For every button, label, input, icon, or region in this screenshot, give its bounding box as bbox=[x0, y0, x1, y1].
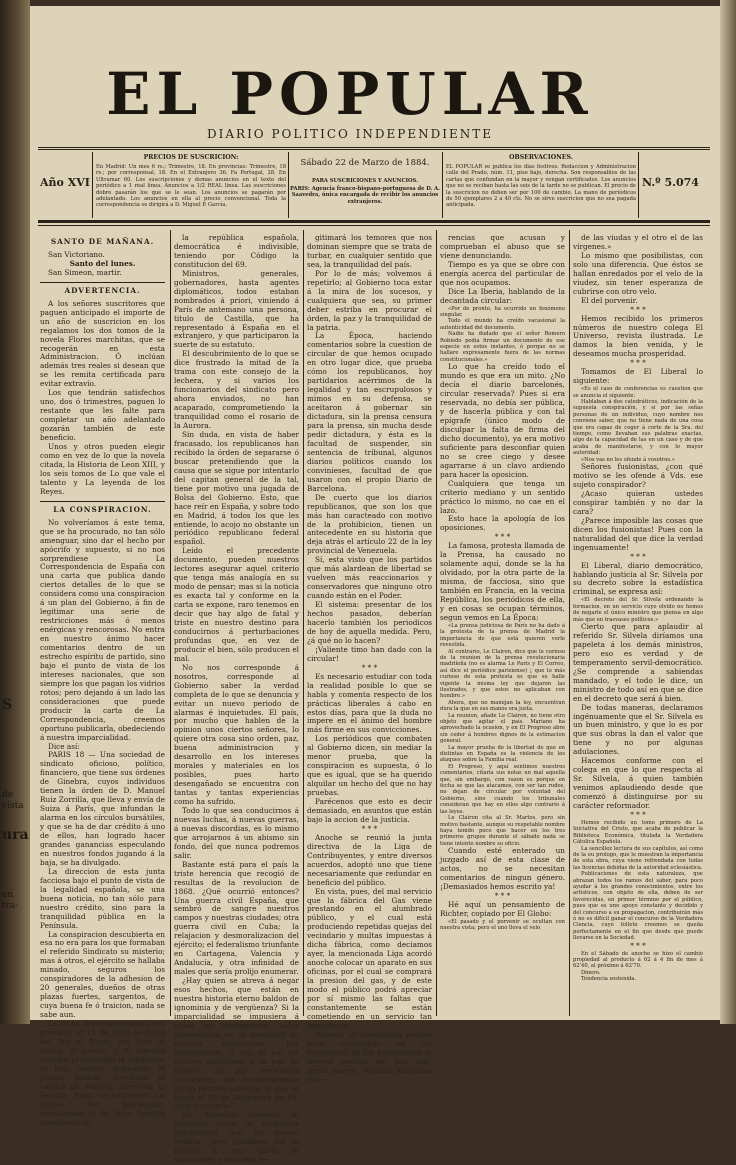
quote-paragraph: La mayor prueba de la libertad de que en distintas en España es la violencia de los ataques sobre la Familia real. bbox=[440, 744, 565, 764]
agency-title: PARA SUSCRICIONES Y ANUNCIOS. bbox=[312, 178, 418, 184]
paragraph: La direccion de esta junta facciosa bajo el punto de vista de la legalidad española, se una buena noticia, no tan sólo para nuestro crédito, sino para la tranquilidad pública en la Península. bbox=[40, 866, 165, 930]
conspiracion-heading: LA CONSPIRACION. bbox=[53, 504, 152, 514]
paragraph: Anoche se reunió la junta directiva de la Liga de Contribuyentes, y entre diversos acuerdos, adoptó uno que tiene necesariamente que redundar en beneficio del público. bbox=[307, 832, 432, 887]
header-divider bbox=[92, 152, 93, 218]
separator-asterisks: * * * bbox=[361, 662, 378, 672]
paragraph: Por lo de más; volvemos á repetirlo; al Gobierno toca estar á la mira de los sucesos, y cualquiera que sea, su primer deber estriba en procurar el órden, la paz y la tranquilidad de la patria. bbox=[307, 268, 432, 332]
newspaper-page bbox=[30, 6, 720, 1165]
paragraph: ¿Acaso quieran ustedes conspirar también y no dar la cara? bbox=[573, 488, 703, 516]
column-2 bbox=[174, 233, 299, 1165]
paragraph: Además se nombrarán peritos para comprobar en los contadores de los particulares la diversa presion del gas, que, según parece, resultan marcadas dife- bbox=[307, 1029, 432, 1084]
paragraph: La fecha del levantamiento era próxima; el 15 de Abril se dicho del Sur al Norte, del Este al Oeste, el pueblo y el ejército habrían proclamado la república; el Rey, hombre prisionero el propio palacio, acechado el capital de Madrid, libertada la Familia Real, secuestrados los bienes del patrimonio, proclamado el Sr. Ruiz Zorrilla presidente de bbox=[40, 1019, 165, 1127]
separator-asterisks: * * * bbox=[494, 890, 511, 900]
paragraph: La Época, haciendo comentarios sobre la cuestion de circular de que hemos ocupado en otro lugar dice, que prueba cómo los republicanos, hoy partidarios acérrimos de la legalidad y tan escrupulosos y mimos en su defensa, se aceitaron á gobernar sin dictadura, sin la prensa censura para la prensa, sin mucha desde pedir dictadura, y ésta es la facultad de suspender, sin sentencia de tribunal, algunos diarios políticos cuando los convinieses, facultad de que usaron con el propio Diario de Barcelona. bbox=[307, 331, 432, 493]
paragraph: Es necesario estudiar con toda la realidad posible lo que se habla y comenta respecto de los prácticas liberales á cabo en estos días, para que la duda no impere en el ánimo del hombre más firme en sus convicciones. bbox=[307, 671, 432, 735]
paragraph: Sí, esta visto que los partidos que más alardean de libertad se vuelven más reaccionarios y conservadores que ninguno otro cuando están en el Poder. bbox=[307, 555, 432, 601]
paragraph: Unos y otros pueden elegir como en vez de lo que la novela citada, la Historia de Leon XIII, y los seis tomos de Lo que vale el talento y La leyenda de los Reyes. bbox=[40, 442, 165, 496]
observations-text: EL POPULAR se publica los dias festivos. Redaccion y Administracion calle del Prado, núm. 11, piso bajo, derecha. Son responsables de las cartas que confundan en la mayor y vengan certificados. Los anuncios que no se reciban hasta las seis de la tarde no se publican. El precio de la suscricion no deben ser por 100 de cambio. La mano de periódicos de 50 ejemplares 2 a 40 cts. No se sirve suscricion que no sea pagada anticipada. bbox=[446, 164, 636, 209]
paragraph: San Simeon, martir. bbox=[48, 267, 122, 277]
quote-paragraph: El Progreso, y aquí sentimos nuestros comentarios, citaría sus notas un mal aquella que, sin embargo, con razon es porque en fecha se que las atacamos, con ser tan rudos, no dejan de circular por voluntad del Gobierno, sino cuando los tribunales consideran que hay en ellos algo contrario á las leyes. bbox=[440, 763, 565, 815]
header-rule-top-2 bbox=[38, 149, 710, 150]
header-rule-bottom-2 bbox=[38, 225, 710, 226]
paragraph: El descubrimiento de lo que se dice frustrado la mitad de la trama con este consejo de la lechera, y si varios los funcionarios del sindicato pero ahora enviados, no han acaparado, comprometiendo la tranquilidad como el rosario de la Aurora. bbox=[174, 349, 299, 431]
paragraph: Parécenos que esto es decir demasiado, en asuntos que están bajo la accion de la justicia. bbox=[307, 797, 432, 824]
separator-asterisks: * * * bbox=[630, 551, 646, 561]
subscription-title: PRECIOS DE SUSCRICION: bbox=[143, 154, 239, 161]
quote-paragraph: Al contrario, Le Clairon, dice que le curioso de la reunion de la prensa revolucionaria madrileña (no es alarma Le Paris y El Correo, así dice el periódico parisiense) ¡ que lo más curioso de esta protesta es que se halle vigente la misma ley que dejaron las ilustrados, y que estos no aplicaban con hombre.» bbox=[440, 648, 565, 700]
paragraph: No nos corresponde á nosotros, corresponde al Gobierno saber la verdad completa de lo que se denuncia y evitar un nuevo periodo de alarmas é inquietudes. El país, por mucho que hablen de la opinion unos ciertos señores, lo quiere otra cosa sino orden, paz, buena administracion y desarrollo en los intereses morales y materiales en los posibles, pues harto desengañado se encuentra con tantas y tantas experiencias como ha sufrido. bbox=[174, 662, 299, 807]
paragraph: PARIS 18 — Una sociedad de sindicato oficioso, político, financiero, que tiene sus órdenes de Ginebra, cuyos individuos tienen la órden de D. Manuel Ruiz Zorrilla, que lleva y envía de Suiza á París, que infundan la alarma en los círculos bursátiles, y que se ha de dar crédito á uno de ellos, han logrado hacer grandes ganancias especulando en nuestros fondos jugando á la baja, se ha divulgado. bbox=[40, 750, 165, 867]
paragraph: Bastante está para el país la triste herencia que recogió de resultas de la revolucion de 1868. ¿Qué ocurrió entonces? Una guerra civil España, que sembró de sangre nuestros campos y nuestras ciudades; otra guerra civil en Cuba; la relajacion y desmoralizacion del ejército; el federalismo triunfante en Cartagena, Valencia y Andalucía, y otra infinidad de males que sería prolijo enumerar. bbox=[174, 859, 299, 977]
masthead-title: EL POPULAR bbox=[106, 60, 594, 128]
issue-date: Sábado 22 de Marzo de 1884. bbox=[300, 158, 430, 168]
header-divider bbox=[638, 152, 639, 218]
separator-asterisks: * * * bbox=[630, 810, 646, 820]
quote-paragraph: Nadie ha dudado que el señor Romero Robledo podia firmar un documento de ese especie en estos instantes, ó porque no se hallare expresamente fuera de las normas constitucionales.» bbox=[440, 331, 565, 363]
quote-paragraph: «El pasado y el porvenir se ocultan con nuestra vista; pero el uno lleva el velo bbox=[440, 918, 565, 932]
paragraph: Hé aquí un pensamiento de Richter, copiado por El Globo: bbox=[440, 899, 565, 918]
quote-paragraph: «Nos vas no les ofende á vosotros.» bbox=[581, 456, 675, 463]
subscription-text: En Madrid: Un mes 6 rs.; Trimestre, 18. En provincias: Trimestre, 18 rs.; por corresponsal, 18. En el Extranjero 36. Fa Portugal, 28. En Ultramar 60. Los suscripciones y demas anuncios en el texto del periódico a 1 real línea. Anuncios a 1/2 REAL linea. Las suscriciones dobre pasarán los que se le sean. Los anuncios se pagarán por adelantado. Los anuncios en ella al precio convencional. Toda la correspondencia se dirigirá a D. Miguel P. García. bbox=[96, 164, 286, 209]
paragraph: El del porvenir. bbox=[581, 295, 638, 305]
quote-paragraph: Hemos recibido un tomo primero de La Iniciativa del Cristo, que acaba de publicar la Biblioteca Económica, titulada la Verdadera Cátolica Española. bbox=[573, 819, 703, 846]
paragraph: Leído el precedente documento, pueden nuestros lectores asegurar aquel criterio que tenga más analogía en su modo de pensar; mas si la noticia es exacta tal y conforme en la carta se expone, raro tenemos en decir que hay algo de fatal y triste en nuestro destino para conducirnos á perturbaciones profundas que, en vez de producir el bien, sólo producen el mal. bbox=[174, 546, 299, 663]
paragraph: Hacemos conforme con el colega en que lo que respecta al Sr. Silvela, á quien también venimos aplaudiendo desde que comenzó á distinguirse por su carácter reformador. bbox=[573, 756, 703, 811]
separator-asterisks: * * * bbox=[630, 940, 646, 950]
header-rule-top bbox=[38, 147, 710, 148]
santo-subheading: Santo del lunes. bbox=[69, 258, 136, 268]
paragraph: Tiempo es ya que se obre con energía acerca del particular de que nos ocupamos. bbox=[440, 259, 565, 287]
column-divider bbox=[436, 230, 437, 1016]
paragraph: Esto hace la apología de los oposiciones. bbox=[440, 514, 565, 533]
issue-number: N.º 5.074 bbox=[642, 176, 699, 189]
quote-paragraph: «Por de pronto, ha ocurrido un fenómeno singular. bbox=[440, 305, 565, 319]
quote-paragraph: Tendencia sostenida. bbox=[581, 976, 637, 983]
quote-paragraph: Le Clairon cita al Sr. Martos, pero sin motivo bastante, aunque su respetable nombre haya tenido poco que hacer en los tres primeros grupos durante el sábado nada se tiene intento nombre su oficio. bbox=[440, 815, 565, 847]
paragraph: Tomamos de El Liberal lo siguiente: bbox=[573, 367, 703, 386]
paragraph: ¿Hay quien se atreva á negar esos hechos, que están en nuestra historia eterno baldon de ignominia y de vergüenza? Si la imparcialidad se impusiera á todas las inteligencias, todos convendrían en la exactitud de nuestra apreciacion; por consiguiente, si hoy, ya por los errores anteriores ó la paz de España, ya por inevitables accidentes, nos encontrásemos en un periodo parecido al que se inició el 29 de Setiembre de 68, ¿qué sucedería? bbox=[174, 976, 299, 1111]
paragraph: En vista, pues, del mal servicio que la fábrica del Gas viene prestando en el alumbrado público, y el cual está produciendo repetidas quejas del vecindario y multas impuestas á dicha fábrica, como deciamos ayer, la mencionada Liga acordó anoche colocar un aparato en sus oficinas, por el cual se comprará la presion del gas, y de este modo el público podrá apreciar por sí mismo las faltas que constantemente se están cometiendo en un servicio tan importante. bbox=[307, 886, 432, 1030]
paragraph: Los periódicos que combaten al Gobierno dicen, sin mediar la menor prueba, que la conspiracion es supuesta, ó lo que es igual, que se ha querido alquilar un hecho del que no hay pruebas. bbox=[307, 734, 432, 798]
paragraph: de las viudas y el otro el de las vírgenes.» bbox=[573, 233, 703, 251]
quote-paragraph: «La prensa judiciosa de París no ha dado á la protesta de la prensa de Madrid la importancia de que está quieren verle revestida. bbox=[440, 622, 565, 649]
header-rule-bottom bbox=[38, 220, 710, 223]
paragraph: rencias que acusan y comprueban el abuso que se viene denunciando. bbox=[440, 233, 565, 260]
separator-asterisks: * * * bbox=[630, 358, 646, 368]
separator-asterisks: * * * bbox=[630, 304, 646, 314]
separator-asterisks: * * * bbox=[494, 532, 511, 542]
paragraph: Ministros, generales, gobernadores, hasta agentes diplomáticos, todos estaban nombrados á priori, viniendo á París de antemano una persona, titulo de Castilla, que ha representado á España en el extranjero, y que participaron la suerte de su estatuto. bbox=[174, 268, 299, 350]
paragraph: A los señores suscritores que paguen anticipado el importe de un año de suscricion en los regalamos los dos tomos de la novela Flores marchitas, que se recogerán en esta Administracion. Ó inclúan además tres reales si desean que se les remita certificada para evitar extravío. bbox=[40, 298, 165, 389]
column-divider bbox=[303, 230, 304, 1016]
quote-paragraph: La sencillez lectura de sus capítulos, así como de la eu prologo, que le muestran la importancia de esta obra, cuya viene refrendada con todas las licencias debidas de la autoridad eclesiástica. bbox=[573, 845, 703, 871]
paragraph: El Liberal, diario democrático, hablando justicia al Sr. Silvela por su decreto sobre la estadística criminal, se expresa así: bbox=[573, 560, 703, 597]
column-1 bbox=[40, 234, 165, 1127]
agency-text: PARIS: Agencia franco-hispano-portuguesa de D. A. Saavedra, única encargada de recibir los anuncios extranjeros. bbox=[290, 186, 440, 205]
binding-edge bbox=[0, 0, 30, 1024]
masthead-subtitle: DIARIO POLITICO INDEPENDIENTE bbox=[207, 127, 493, 141]
quote-paragraph: Todo el mundo ha creído vacasional la autenticidad del documento. bbox=[440, 318, 565, 331]
paragraph: Lo que ha creído todo el mundo es que era un mito. ¿No decía el diario barcelonés, circular reservada? Pues si era reservada, no debía ser pública, y de hacerla pública y con tal epígrafe (único modo de disculpar la falta de firma del dicho documento), ya era motivo suficiente para desconfiar quien no se cree ciego y desee agarrarse á un clavo ardiendo para hacer la oposicion. bbox=[440, 362, 565, 479]
paragraph: San Victoriano. bbox=[48, 249, 105, 259]
page-edge bbox=[720, 0, 736, 1024]
paragraph: La famosa, protesta llamada de la Prensa, ha causado no solamente aquí, donde se la ha olvidado, por la otra parte de la misma, de facciosa, sino que también en Francia, en la vecina República, los periódicos de ella, y en cosas se ocupan términos, segun vemos en La Época: bbox=[440, 541, 565, 622]
paragraph: La conspiracion descubierta en esa no era para los que formaban el referido Sindicato su misterio; mas á otros, el ejército se hallaba minado, seguros los conspiradores de la adhesion de 20 generales, dueños de otras plazas fuertes, sargentos, de cuya buena fe ó traicion, nada se sabe aun. bbox=[40, 929, 165, 1020]
quote-paragraph: Publicaciones de esta naturaleza, que abrazan todos los ramos del saber, para poco ayudar á los grandes conocimientos, entre los artísticos, con objeto de ella, deben de ser favorecidas, en primer término por el público, pues que es uno apoyo constante y decidido y del concurso a su propagacion, contribuirán más ó no es difícil ganar el concurso de la Verdadera Ciencia, cuyo folleto creemos se queda perfectamente en el fin que desde que puede llevarse en la Sociedad. bbox=[573, 871, 703, 942]
quote-paragraph: Ahora, que no manejan la ley, encuentran dura la que en sus manos era justa. bbox=[440, 699, 565, 713]
column-divider bbox=[569, 230, 570, 1016]
quote-paragraph: La reunion, añade Le Clairon, no tiene otro objeto que agitar el país. Mariano ha aprovechado la ocasion, y en El Progreso abre sin ceder á hombres dignos de la estimacion general. bbox=[440, 712, 565, 745]
paragraph: gitimará los temores que nos dominan siempre que se trata de turbar, en cualquier sentido que sea, la tranquilidad del país. bbox=[307, 233, 432, 269]
quote-paragraph: Hablaban á dos catedráticos, indicación de la supuesta conspiración, y si por las señas personas de un individuo, cuyo nombre nos conviene saber, que no tiene nada de una cosa que era capaz de coger á corte de la Sra. del tiempo, como llevaban sus palabras exactas, algo de la capacidad de las en un caso y de que acaba de manifestarse, y con lo mayor autoridad: bbox=[573, 399, 703, 457]
quote-paragraph: Dinero. bbox=[581, 969, 601, 976]
quote-paragraph: En el Sábado de anoche se hizo el cambio propiedad al producto á 62 á 4 fin de mes á 62'40, al próximo á 62'70. bbox=[573, 950, 703, 970]
column-4 bbox=[440, 234, 565, 1016]
column-3 bbox=[307, 233, 432, 1084]
year-label: Año XVI bbox=[40, 176, 90, 189]
paragraph: la república española, democrática é indivisible, teniendo por Código la constitucion del 69. bbox=[174, 233, 299, 269]
paragraph: Cuando esté enterado un juzgado así de esta clase de actos, no se necesitan comentarios de ningun género. ¡Demasiados hemos escrito ya! bbox=[440, 846, 565, 891]
advertencia-heading: ADVERTENCIA. bbox=[64, 285, 141, 295]
paragraph: Cualquiera que tenga un criterio mediano y un sentido práctico lo mismo, no cae en el lazo. bbox=[440, 478, 565, 515]
paragraph: Señores fusionistas, ¿con qué motivo se les ofende á Vds. ese sujeto conspirador? bbox=[573, 462, 703, 489]
spine-fragment: S bbox=[2, 697, 13, 713]
spine-fragment: de vista bbox=[2, 790, 24, 811]
paragraph: Cierto que para aplaudir al referido Sr. Silvela diríamos una papeleta á los demás ministros, pero eso es verdad y de temperamento servil-democrático. ¿Se comprende a sabiendas mandado, y el todo le dice, un ministro de todo así en que se dice en el decreto que será á bien. bbox=[573, 622, 703, 703]
paragraph: De todas maneras, declaramos ingénuamente que el Sr. Silvela es un buen ministro, y que lo es por que sus obras la dan el valor que tiene y no por algunas adulaciones. bbox=[573, 702, 703, 757]
observations-title: OBSERVACIONES. bbox=[509, 154, 573, 161]
paragraph: Los que tendrán satisfechos uno, dos ó trimestres, paguen lo restante que les falte para completar un año adelantado gozarán también de este beneficio. bbox=[40, 388, 165, 443]
spine-fragment: ura bbox=[2, 827, 29, 843]
paragraph: ¿Parece imposible las cosas que dicen los fusionistas! Pues con la naturalidad del que dice la verdad ingenuamente! bbox=[573, 515, 703, 552]
paragraph: El sistema: presentar de los hechos pasados, deberían hacerlo también los periodicos de hoy de aquella medida. Pero, ¿á qué no lo hacen? bbox=[307, 600, 432, 645]
paragraph: No volveríamos á este tema, que se ha procurado, no tan sólo amenguar, sino dar el hecho por apócrifo y supuesto, si no nos sorprendiese La Correspondencia de España con una carta que publica dando ciertos detalles de lo que se considera como una conspiracion á un plan del Gobierno, á fin de legitimar una serie de restricciones más ó menos enérgicas y rencorosas. No entra en nuestro ánimo hacer comentarios dentro de un estrecho espíritu de partido, sino bajo el punto de vista de los intereses nacionales, que son siempre los que pagan los vidrios rotos; pero dejando á un lado las consideraciones que puede producir la carta de La Correspondencia, creemos oportuno publicarla, obedeciendo á nuestra imparcialidad. bbox=[40, 517, 165, 742]
section-rule bbox=[40, 282, 165, 283]
paragraph: De cuerto que los diarios republicanos, que son los que más han caracteado con motivo de la prohibicion, tienen un antecedente en su historia que deja atrás el artículo 22 de la ley provincial de Venezuela. bbox=[307, 492, 432, 556]
quote-paragraph: «El decreto del Sr. Silvela ordenando la formacion, en un servicio cuyo olvido no hemos de negarle el único ministro que piensa en algo más que en trasvases políticos.» bbox=[573, 597, 703, 623]
column-5 bbox=[573, 234, 703, 1016]
separator-asterisks: * * * bbox=[361, 823, 378, 833]
header-divider bbox=[288, 152, 289, 218]
santo-heading: SANTO DE MAÑANA. bbox=[50, 237, 155, 246]
paragraph: ¡Valiente timo han dado con la circular! bbox=[307, 644, 432, 663]
paragraph: Dice La Iberia, hablando de la decantada circular: bbox=[440, 286, 565, 305]
paragraph: Todo lo que sea conducirnos á nuevas luchas, á nuevas guerras, á nuevas discordias, es lo mismo que arrojarnos á un abismo sin fondo, del que nunca podremos salir. bbox=[174, 806, 299, 860]
section-rule bbox=[40, 501, 165, 502]
column-divider bbox=[170, 230, 171, 1016]
paragraph: Sin duda, en vista de haber fracasado, los republicanos han recibido la órden de separarse ó buscar pretendiendo que la causa que se sigue por intentarlo del capitan general de la tal, tiene por motivo una jugada de Bolsa del Gobierno. Esto, que hace reír en España, y sobre todo en Madrid, á todos los que les entiende, lo acojo no obstante un periódico republicano federal español. bbox=[174, 429, 299, 547]
paragraph: Lo mismo que posibilistas, con solo una diferencia. Que éstos se hallan enredados por el velo de la viudez, sin tener esperanza de cubrirse con otro velo. bbox=[573, 250, 703, 296]
paragraph: Dice así: bbox=[48, 741, 80, 751]
paragraph: No debemos pensarlo ni podemos darle la verdadera importancia que tal suceso tendría; pero gradúese por lo pasado lo que había de sobrevenir, y esto sólo le- bbox=[174, 1110, 299, 1165]
quote-paragraph: «Es el caso de conferencias es cuestion que se anuncia el siguiente: bbox=[573, 386, 703, 399]
paragraph: Hemos recibido los primeros números de nuestro colega El Universo, revista ilustrada. Le damos la bien venida, y le deseamos mucha prosperidad. bbox=[573, 313, 703, 359]
header-divider bbox=[442, 152, 443, 218]
spine-fragment: en tra- bbox=[2, 890, 19, 911]
